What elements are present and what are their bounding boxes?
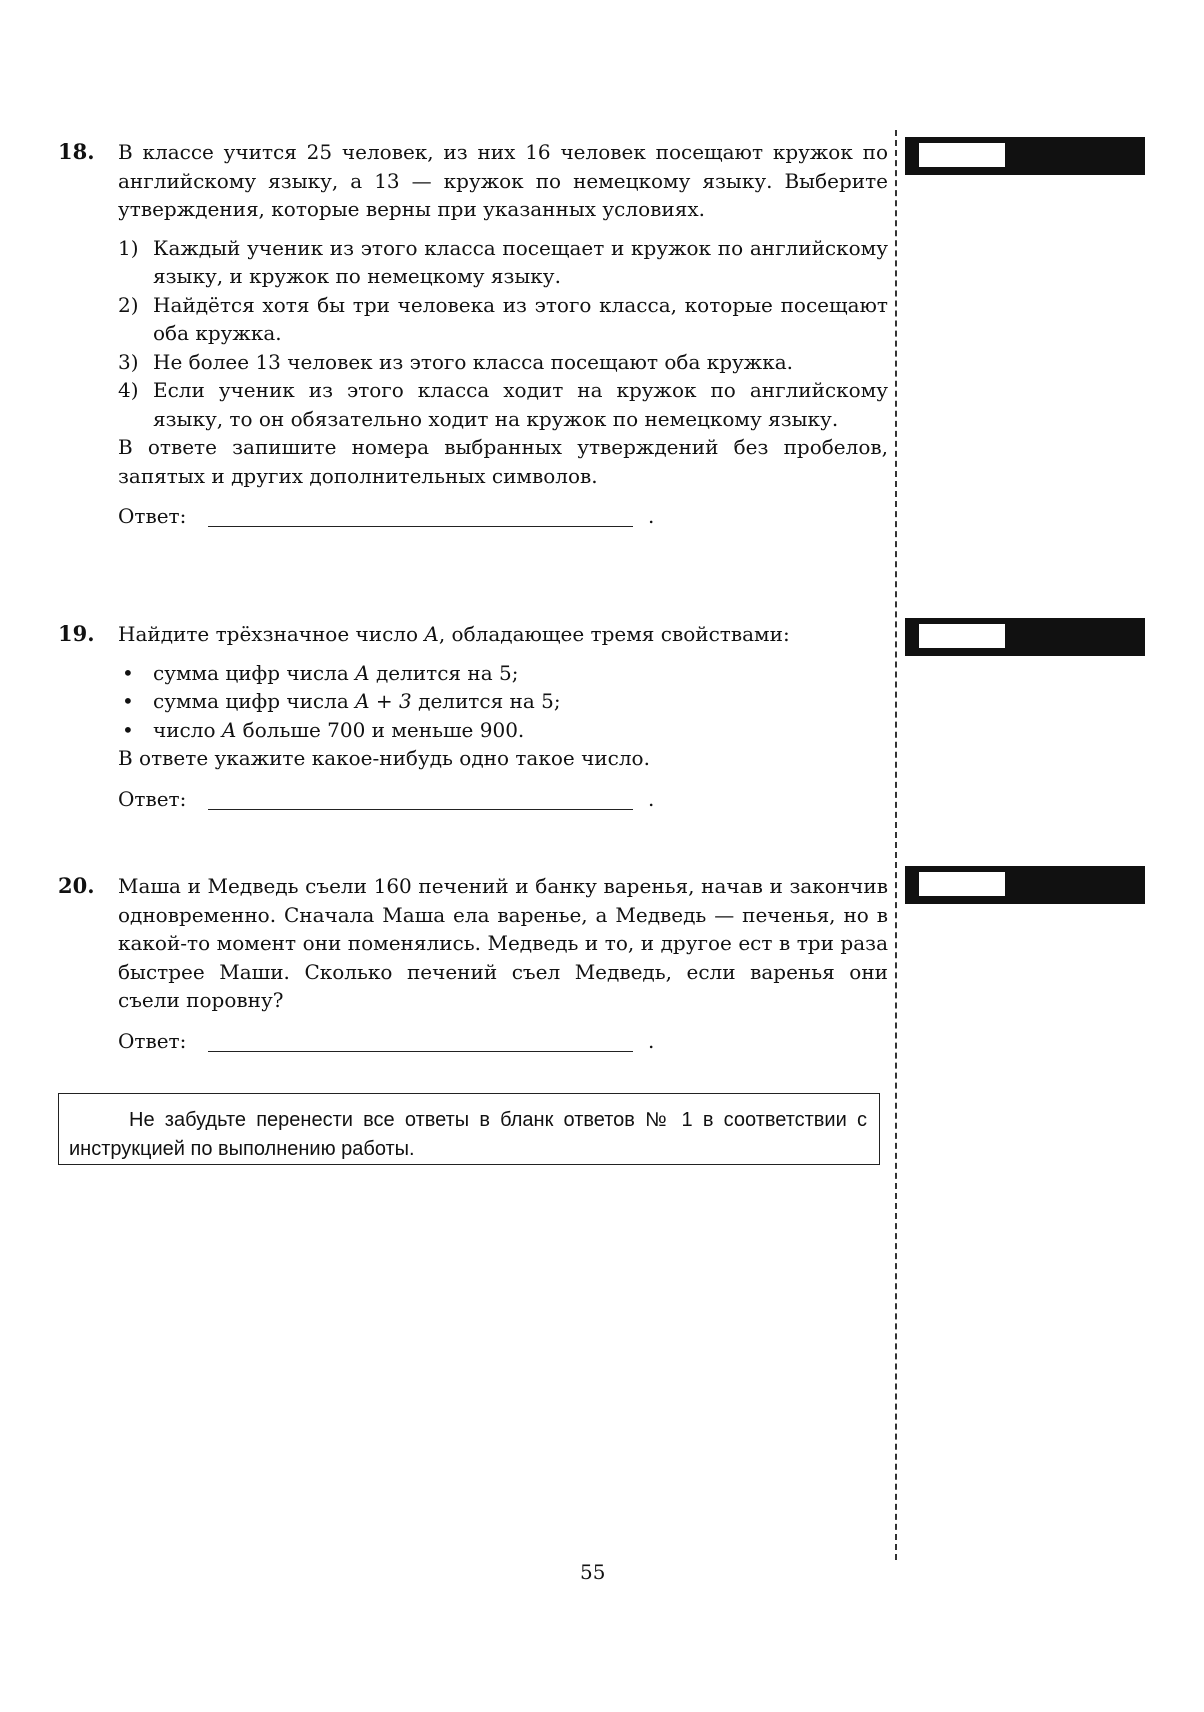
notice-box bbox=[58, 1093, 880, 1165]
bullet-list bbox=[118, 659, 888, 745]
task-body bbox=[118, 872, 888, 1055]
cut-line bbox=[895, 130, 897, 1560]
answer-row: Ответ: . bbox=[118, 785, 888, 813]
answer-code-box-19 bbox=[905, 618, 1145, 656]
answer-code-box-20 bbox=[905, 866, 1145, 904]
answer-row: Ответ: . bbox=[118, 1027, 888, 1055]
task-number: 19. bbox=[58, 621, 95, 646]
answer-label: Ответ: bbox=[118, 786, 187, 811]
task-text: Найдите трёхзначное число A, обладающее тремя свойствами: bbox=[118, 622, 790, 646]
option-item: 1) Каждый ученик из этого класса посещает и кружок по английскому языку, и кружок по немецкому языку. bbox=[118, 235, 888, 288]
answer-row: Ответ: . bbox=[118, 502, 888, 530]
task-text: В классе учится 25 человек, из них 16 человек посещают кружок по английскому языку, а 13 — кружок по немецкому языку. Выберите утверждения, которые верны при указанных условиях. bbox=[118, 140, 888, 221]
answer-label: Ответ: bbox=[118, 1028, 187, 1053]
options-list bbox=[118, 234, 888, 434]
option-item: 2) Найдётся хотя бы три человека из этого класса, которые посещают оба кружка. bbox=[118, 292, 888, 345]
answer-code-box-18 bbox=[905, 137, 1145, 175]
answer-label: Ответ: bbox=[118, 504, 187, 528]
task-instruction: В ответе запишите номера выбранных утверждений без пробелов, запятых и других дополнительных символов. bbox=[118, 435, 888, 488]
task-body bbox=[118, 620, 888, 813]
bullet-item: • число A больше 700 и меньше 900. bbox=[122, 717, 525, 742]
task-number: 18. bbox=[58, 139, 95, 164]
task-text: Маша и Медведь съели 160 печений и банку варенья, начав и закончив одновременно. Сначала Маша ела варенье, а Медведь — печенья, но в какой-то момент они поменялись. Медведь и то, и другое ест в три раза быстрее Маши. Сколько печений съел Медведь, если варенья они съели поровну? bbox=[118, 874, 888, 1012]
option-item: 3) Не более 13 человек из этого класса посещают оба кружка. bbox=[118, 349, 793, 374]
bullet-item: • сумма цифр числа A делится на 5; bbox=[122, 660, 519, 685]
task-number: 20. bbox=[58, 873, 95, 898]
notice-text: Не забудьте перенести все ответы в бланк ответов № 1 в соответствии с инструкцией по выполнению работы. bbox=[69, 1109, 867, 1160]
answer-field[interactable] bbox=[208, 526, 633, 527]
option-item: 4) Если ученик из этого класса ходит на кружок по английскому языку, то он обязательно ходит на кружок по немецкому языку. bbox=[118, 378, 888, 431]
answer-field[interactable] bbox=[208, 809, 633, 810]
task-instruction: В ответе укажите какое-нибудь одно такое число. bbox=[118, 746, 650, 770]
task-body bbox=[118, 138, 888, 530]
bullet-item: • сумма цифр числа A + 3 делится на 5; bbox=[122, 689, 561, 713]
answer-field[interactable] bbox=[208, 1051, 633, 1052]
page-number: 55 bbox=[580, 1560, 606, 1584]
